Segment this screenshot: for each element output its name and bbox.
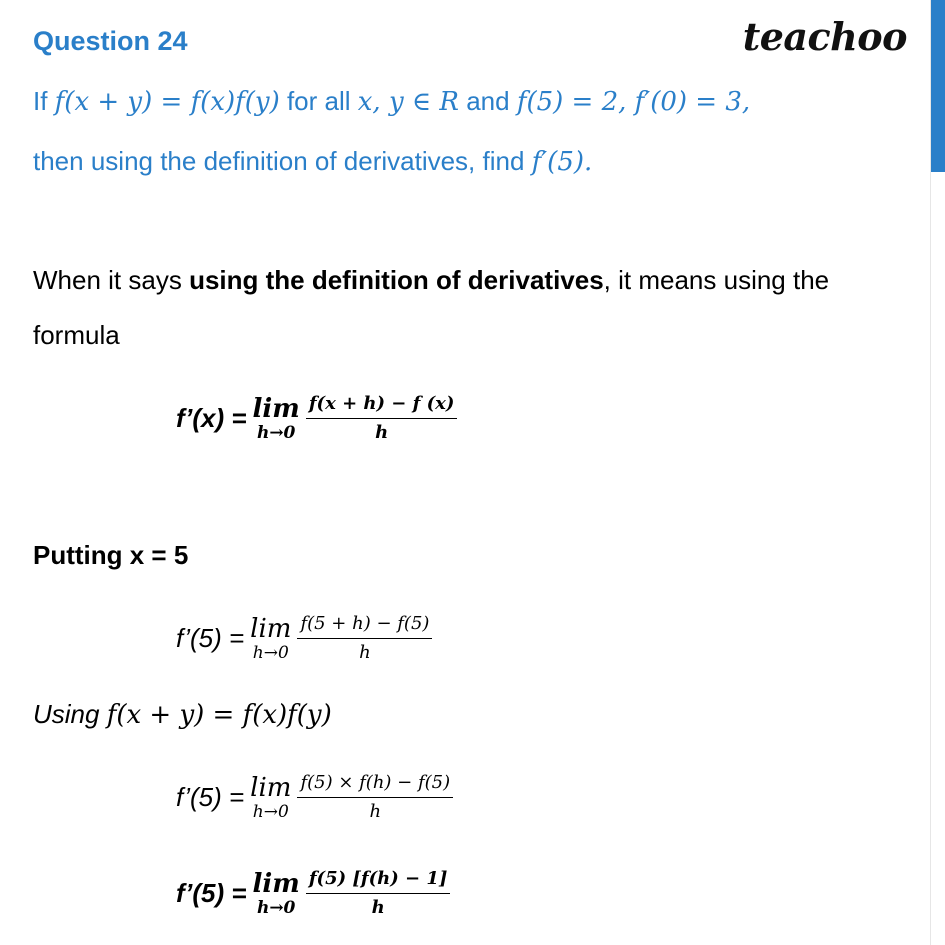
step3-equation: f’(5) = lim h→0 $\frac{f(5) [f(h) - 1]}{h}$ <box>176 868 450 919</box>
limit-operator: lim h→0 <box>252 393 300 443</box>
derivative-formula: f’(x) = lim h→0 $\frac{f(x + h) - f (x)}{h}$ <box>176 393 457 444</box>
teachoo-logo: teachoo <box>742 14 907 59</box>
step-label-using: Using f(x + y) = f(x)f(y) <box>33 699 332 730</box>
limit-operator: lim h→0 <box>250 772 292 822</box>
step1-equation: f’(5) = lim h→0 $\frac{f(5 + h) - f(5)}{h}$ <box>176 613 432 664</box>
fraction: $\frac{f(5) \times f(h) - f(5)}{h}$ <box>297 772 453 823</box>
fraction: $\frac{f(5) [f(h) - 1]}{h}$ <box>306 868 451 919</box>
fraction: $\frac{f(5 + h) - f(5)}{h}$ <box>297 613 432 664</box>
limit-operator: lim h→0 <box>252 868 300 918</box>
explanation-line-2: formula <box>33 320 120 350</box>
math-target: f′(5). <box>531 147 593 177</box>
step-label-putting: Putting x = 5 <box>33 540 189 570</box>
explanation-line-1: When it says using the definition of derivatives, it means using the <box>33 265 830 295</box>
scroll-thumb[interactable] <box>931 0 945 172</box>
math-domain: x, y ∈ R <box>357 87 459 117</box>
fraction: $\frac{f(x + h) - f (x)}{h}$ <box>306 393 458 444</box>
step2-equation: f’(5) = lim h→0 $\frac{f(5) \times f(h) - f(5)}{h}$ <box>176 772 453 823</box>
math-functional-equation: f(x + y) = f(x)f(y) <box>106 700 332 730</box>
emphasis-text: using the definition of derivatives <box>189 265 604 295</box>
math-functional-equation: f(x + y) = f(x)f(y) <box>54 87 280 117</box>
question-line-2: then using the definition of derivatives, find f′(5). <box>33 146 593 177</box>
question-line-1: If f(x + y) = f(x)f(y) for all x, y ∈ R and f(5) = 2, f′(0) = 3, <box>33 86 751 117</box>
limit-operator: lim h→0 <box>250 613 292 663</box>
question-title: Question 24 <box>33 26 188 56</box>
math-given-values: f(5) = 2, f′(0) = 3, <box>516 87 751 117</box>
